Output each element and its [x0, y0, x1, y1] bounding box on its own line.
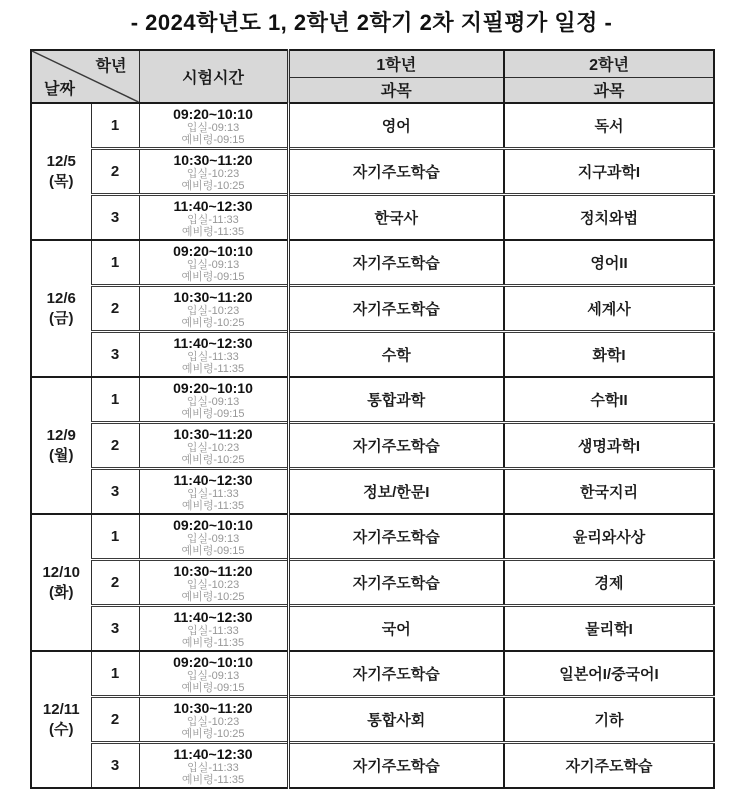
prebell-time: 예비령-11:35: [181, 500, 245, 512]
date-cell: [31, 103, 91, 240]
prebell-time: 예비령-11:35: [181, 363, 245, 375]
schedule-row: [31, 286, 714, 332]
weekday-label: (월): [49, 446, 74, 464]
period-cell: 3: [91, 743, 139, 789]
time-range: 09:20~10:10: [173, 243, 253, 259]
prebell-time: 예비령-11:35: [181, 637, 245, 649]
grade2-subject-cell: 윤리와사상: [504, 514, 714, 560]
time-range: 11:40~12:30: [173, 472, 253, 488]
grade1-subject-cell: 자기주도학습: [288, 286, 504, 332]
date-label: 12/5: [46, 152, 76, 170]
period-cell: 3: [91, 195, 139, 241]
grade1-subject-cell: 자기주도학습: [288, 560, 504, 606]
grade2-subject-cell: 물리학I: [504, 606, 714, 652]
time-cell: [139, 560, 288, 606]
prebell-time: 예비령-09:15: [181, 134, 245, 146]
grade2-subject-cell: 일본어I/중국어I: [504, 651, 714, 697]
grade1-subject-cell: 자기주도학습: [288, 423, 504, 469]
schedule-row: [31, 743, 714, 789]
date-cell: [31, 240, 91, 377]
schedule-row: [31, 240, 714, 286]
time-cell: [139, 651, 288, 697]
date-label: 12/10: [42, 563, 81, 581]
period-cell: 1: [91, 103, 139, 149]
grade2-header: 2학년: [504, 50, 714, 77]
prebell-time: 예비령-10:25: [181, 728, 245, 740]
period-cell: 1: [91, 240, 139, 286]
period-cell: 2: [91, 697, 139, 743]
time-cell: [139, 240, 288, 286]
time-range: 10:30~11:20: [173, 152, 253, 168]
time-range: 09:20~10:10: [173, 654, 253, 670]
entry-time: 입실-11:33: [187, 351, 239, 363]
grade1-subject-cell: 한국사: [288, 195, 504, 241]
entry-time: 입실-09:13: [186, 122, 240, 134]
period-cell: 2: [91, 560, 139, 606]
prebell-time: 예비령-09:15: [181, 545, 245, 557]
weekday-label: (수): [49, 720, 74, 738]
weekday-label: (목): [49, 172, 74, 190]
time-cell: [139, 606, 288, 652]
schedule-row: [31, 332, 714, 378]
period-cell: 2: [91, 423, 139, 469]
grade2-subject-cell: 수학II: [504, 377, 714, 423]
time-range: 11:40~12:30: [173, 609, 253, 625]
grade2-subject-cell: 정치와법: [504, 195, 714, 241]
entry-time: 입실-09:13: [186, 259, 240, 271]
grade2-subject-cell: 기하: [504, 697, 714, 743]
entry-time: 입실-10:23: [186, 579, 240, 591]
period-cell: 3: [91, 332, 139, 378]
exam-schedule-table: [30, 49, 715, 789]
weekday-label: (금): [49, 309, 74, 327]
time-cell: [139, 697, 288, 743]
prebell-time: 예비령-09:15: [181, 408, 245, 420]
schedule-row: [31, 423, 714, 469]
period-cell: 2: [91, 149, 139, 195]
schedule-row: [31, 606, 714, 652]
entry-time: 입실-11:33: [187, 488, 239, 500]
period-cell: 3: [91, 606, 139, 652]
prebell-time: 예비령-09:15: [181, 682, 245, 694]
entry-time: 입실-11:33: [187, 625, 239, 637]
grade1-subject-cell: 자기주도학습: [288, 149, 504, 195]
date-cell: [31, 651, 91, 788]
schedule-row: [31, 149, 714, 195]
time-range: 11:40~12:30: [173, 335, 253, 351]
time-cell: [139, 743, 288, 789]
prebell-time: 예비령-10:25: [181, 180, 245, 192]
time-range: 11:40~12:30: [173, 198, 253, 214]
grade1-subject-cell: 자기주도학습: [288, 514, 504, 560]
corner-cell: [31, 50, 139, 103]
grade2-subject-cell: 지구과학I: [504, 149, 714, 195]
time-range: 10:30~11:20: [173, 426, 253, 442]
time-cell: [139, 195, 288, 241]
grade2-subject-cell: 자기주도학습: [504, 743, 714, 789]
grade1-subject-cell: 자기주도학습: [288, 651, 504, 697]
period-cell: 3: [91, 469, 139, 515]
time-range: 09:20~10:10: [173, 106, 253, 122]
entry-time: 입실-09:13: [186, 533, 240, 545]
exam-schedule-page: [0, 8, 743, 786]
schedule-row: [31, 103, 714, 149]
grade1-subject-cell: 통합사회: [288, 697, 504, 743]
grade1-header: 1학년: [288, 50, 504, 77]
grade1-subject-cell: 통합과학: [288, 377, 504, 423]
grade2-subject-cell: 한국지리: [504, 469, 714, 515]
schedule-row: [31, 697, 714, 743]
grade2-subject-cell: 생명과학I: [504, 423, 714, 469]
schedule-row: [31, 195, 714, 241]
time-cell: [139, 377, 288, 423]
prebell-time: 예비령-10:25: [181, 317, 245, 329]
time-cell: [139, 103, 288, 149]
grade1-subject-cell: 국어: [288, 606, 504, 652]
period-cell: 2: [91, 286, 139, 332]
time-cell: [139, 286, 288, 332]
date-cell: [31, 377, 91, 514]
schedule-body: [31, 103, 714, 788]
grade1-subject-cell: 수학: [288, 332, 504, 378]
period-cell: 1: [91, 651, 139, 697]
page-title: - 2024학년도 1, 2학년 2학기 2차 지필평가 일정 -: [130, 10, 613, 35]
period-cell: 1: [91, 377, 139, 423]
corner-label-date: 날짜: [44, 81, 75, 98]
entry-time: 입실-10:23: [186, 716, 240, 728]
schedule-row: [31, 469, 714, 515]
period-cell: 1: [91, 514, 139, 560]
time-cell: [139, 149, 288, 195]
prebell-time: 예비령-10:25: [181, 591, 245, 603]
grade1-subject-cell: 자기주도학습: [288, 240, 504, 286]
entry-time: 입실-09:13: [186, 396, 240, 408]
date-cell: [31, 514, 91, 651]
date-label: 12/6: [46, 289, 76, 307]
time-cell: [139, 332, 288, 378]
weekday-label: (화): [49, 583, 74, 601]
table-header: [31, 50, 714, 103]
schedule-row: [31, 377, 714, 423]
grade2-subject-cell: 세계사: [504, 286, 714, 332]
entry-time: 입실-11:33: [187, 762, 239, 774]
grade1-subject-cell: 정보/한문I: [288, 469, 504, 515]
entry-time: 입실-10:23: [186, 305, 240, 317]
grade2-subject-cell: 영어II: [504, 240, 714, 286]
schedule-row: [31, 560, 714, 606]
time-cell: [139, 514, 288, 560]
time-cell: [139, 469, 288, 515]
time-range: 09:20~10:10: [173, 380, 253, 396]
corner-label-grade: 학년: [95, 58, 127, 75]
prebell-time: 예비령-10:25: [181, 454, 245, 466]
prebell-time: 예비령-11:35: [181, 226, 245, 238]
grade2-subject-cell: 독서: [504, 103, 714, 149]
entry-time: 입실-10:23: [186, 442, 240, 454]
time-range: 10:30~11:20: [173, 563, 253, 579]
grade1-subject-header: 과목: [288, 77, 504, 103]
date-label: 12/9: [46, 426, 76, 444]
prebell-time: 예비령-11:35: [181, 774, 245, 786]
grade2-subject-cell: 화학I: [504, 332, 714, 378]
entry-time: 입실-11:33: [187, 214, 239, 226]
grade1-subject-cell: 영어: [288, 103, 504, 149]
time-range: 11:40~12:30: [173, 746, 253, 762]
time-range: 10:30~11:20: [173, 700, 253, 716]
time-range: 10:30~11:20: [173, 289, 253, 305]
grade1-subject-cell: 자기주도학습: [288, 743, 504, 789]
exam-time-header: 시험시간: [139, 50, 288, 103]
time-range: 09:20~10:10: [173, 517, 253, 533]
date-label: 12/11: [42, 700, 80, 718]
grade2-subject-header: 과목: [504, 77, 714, 103]
schedule-row: [31, 514, 714, 560]
prebell-time: 예비령-09:15: [181, 271, 245, 283]
time-cell: [139, 423, 288, 469]
entry-time: 입실-10:23: [186, 168, 240, 180]
entry-time: 입실-09:13: [186, 670, 240, 682]
grade2-subject-cell: 경제: [504, 560, 714, 606]
schedule-row: [31, 651, 714, 697]
